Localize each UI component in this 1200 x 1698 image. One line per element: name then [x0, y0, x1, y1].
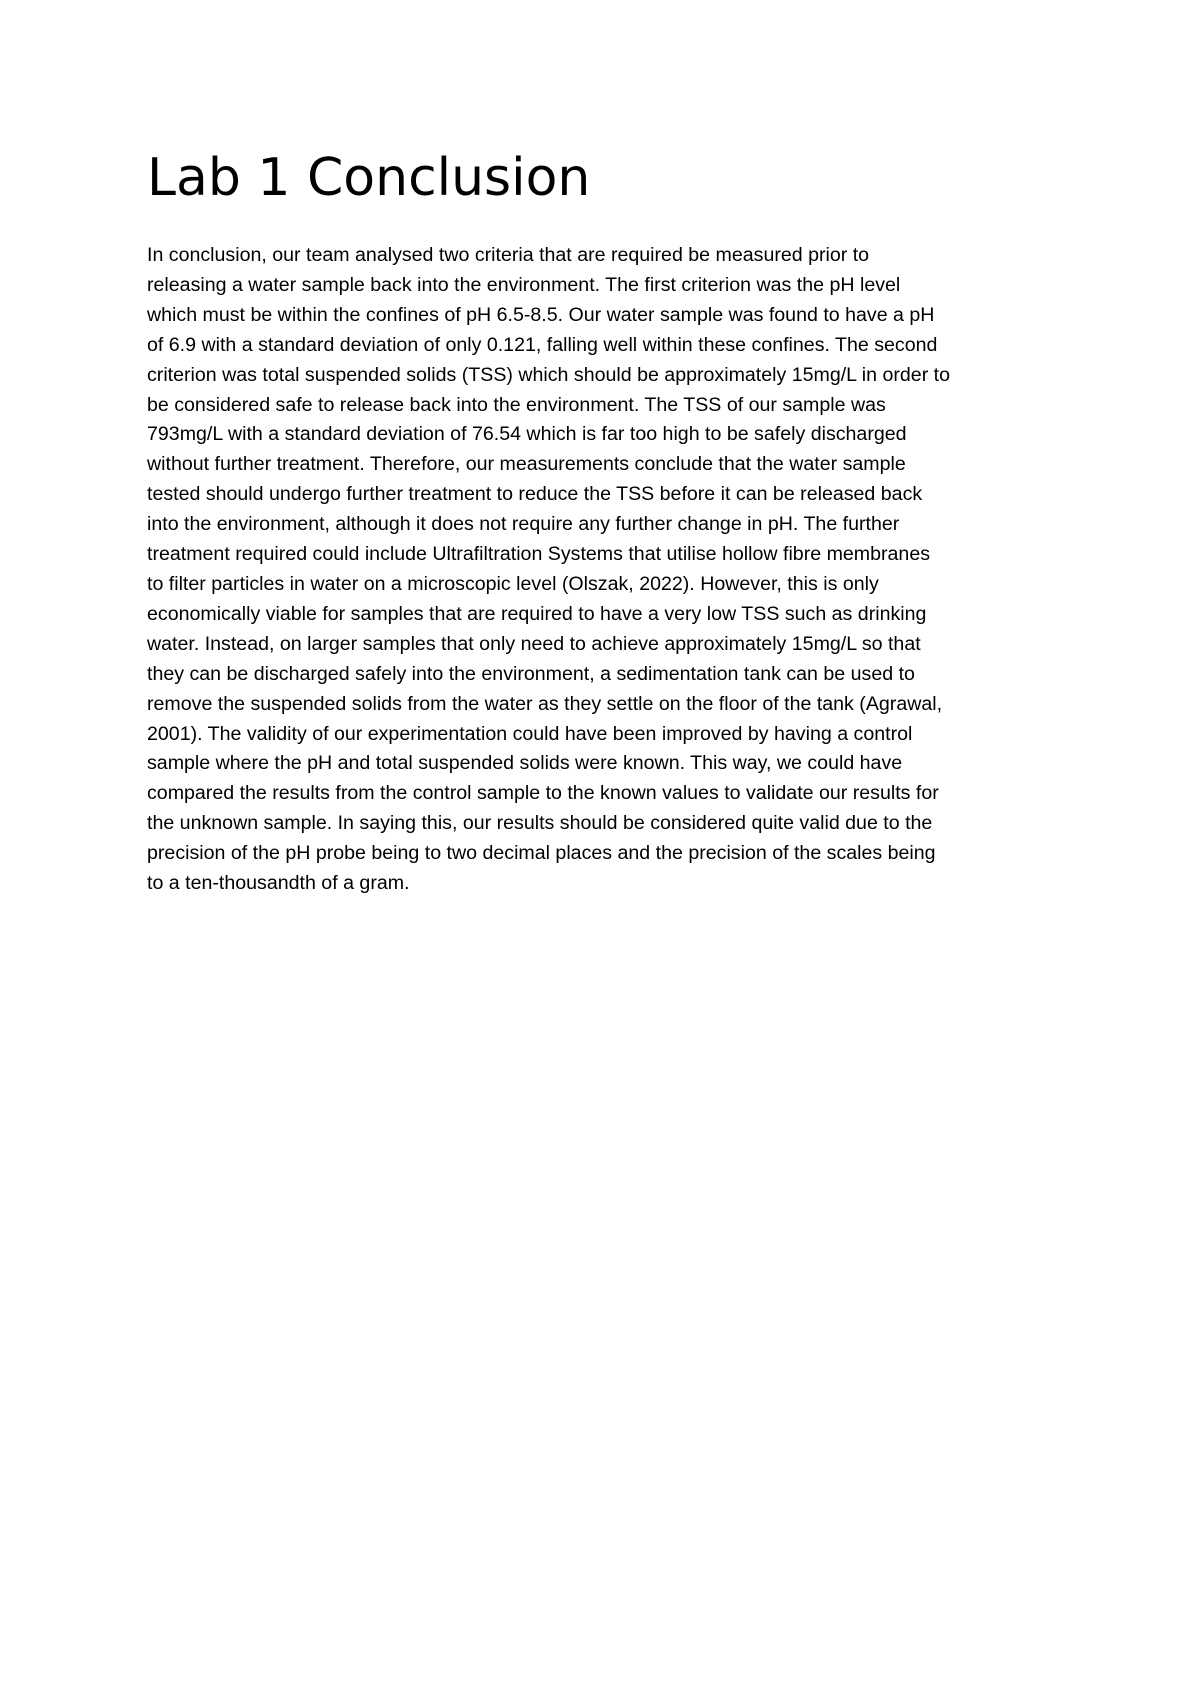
paragraph-line: 793mg/L with a standard deviation of 76.54 which is far too high to be safely discharged	[147, 423, 907, 446]
paragraph-line: In conclusion, our team analysed two criteria that are required be measured prior to	[147, 244, 870, 266]
paragraph-line: of 6.9 with a standard deviation of only 0.121, falling well within these confines. The second	[147, 333, 938, 356]
paragraph-line: without further treatment. Therefore, our measurements conclude that the water sample	[147, 453, 906, 476]
paragraph-line: the unknown sample. In saying this, our results should be considered quite valid due to the	[147, 812, 933, 835]
paragraph-line: which must be within the confines of pH 6.5-8.5. Our water sample was found to have a pH	[147, 303, 935, 326]
document-title: Lab 1 Conclusion	[147, 148, 591, 208]
paragraph-line: be considered safe to release back into the environment. The TSS of our sample was	[147, 393, 886, 416]
paragraph-line: into the environment, although it does not require any further change in pH. The further	[147, 513, 900, 536]
conclusion-paragraph	[147, 241, 1067, 899]
paragraph-line: sample where the pH and total suspended solids were known. This way, we could have	[147, 752, 903, 775]
paragraph-line: tested should undergo further treatment to reduce the TSS before it can be released back	[147, 483, 923, 506]
paragraph-line: precision of the pH probe being to two decimal places and the precision of the scales being	[147, 842, 936, 865]
paragraph-line: remove the suspended solids from the water as they settle on the floor of the tank (Agrawal,	[147, 692, 943, 715]
paragraph-line: criterion was total suspended solids (TSS) which should be approximately 15mg/L in order to	[147, 363, 951, 386]
paragraph-line: to filter particles in water on a microscopic level (Olszak, 2022). However, this is only	[147, 572, 879, 595]
paragraph-line: compared the results from the control sample to the known values to validate our results for	[147, 782, 939, 805]
paragraph-line: treatment required could include Ultrafiltration Systems that utilise hollow fibre membranes	[147, 543, 931, 566]
paragraph-line: economically viable for samples that are required to have a very low TSS such as drinking	[147, 602, 927, 625]
paragraph-line: they can be discharged safely into the environment, a sedimentation tank can be used to	[147, 662, 915, 685]
paragraph-line: releasing a water sample back into the environment. The first criterion was the pH level	[147, 273, 901, 296]
paragraph-line: water. Instead, on larger samples that only need to achieve approximately 15mg/L so that	[147, 632, 921, 655]
paragraph-line: to a ten-thousandth of a gram.	[147, 872, 410, 895]
paragraph-line: 2001). The validity of our experimentation could have been improved by having a control	[147, 722, 913, 745]
